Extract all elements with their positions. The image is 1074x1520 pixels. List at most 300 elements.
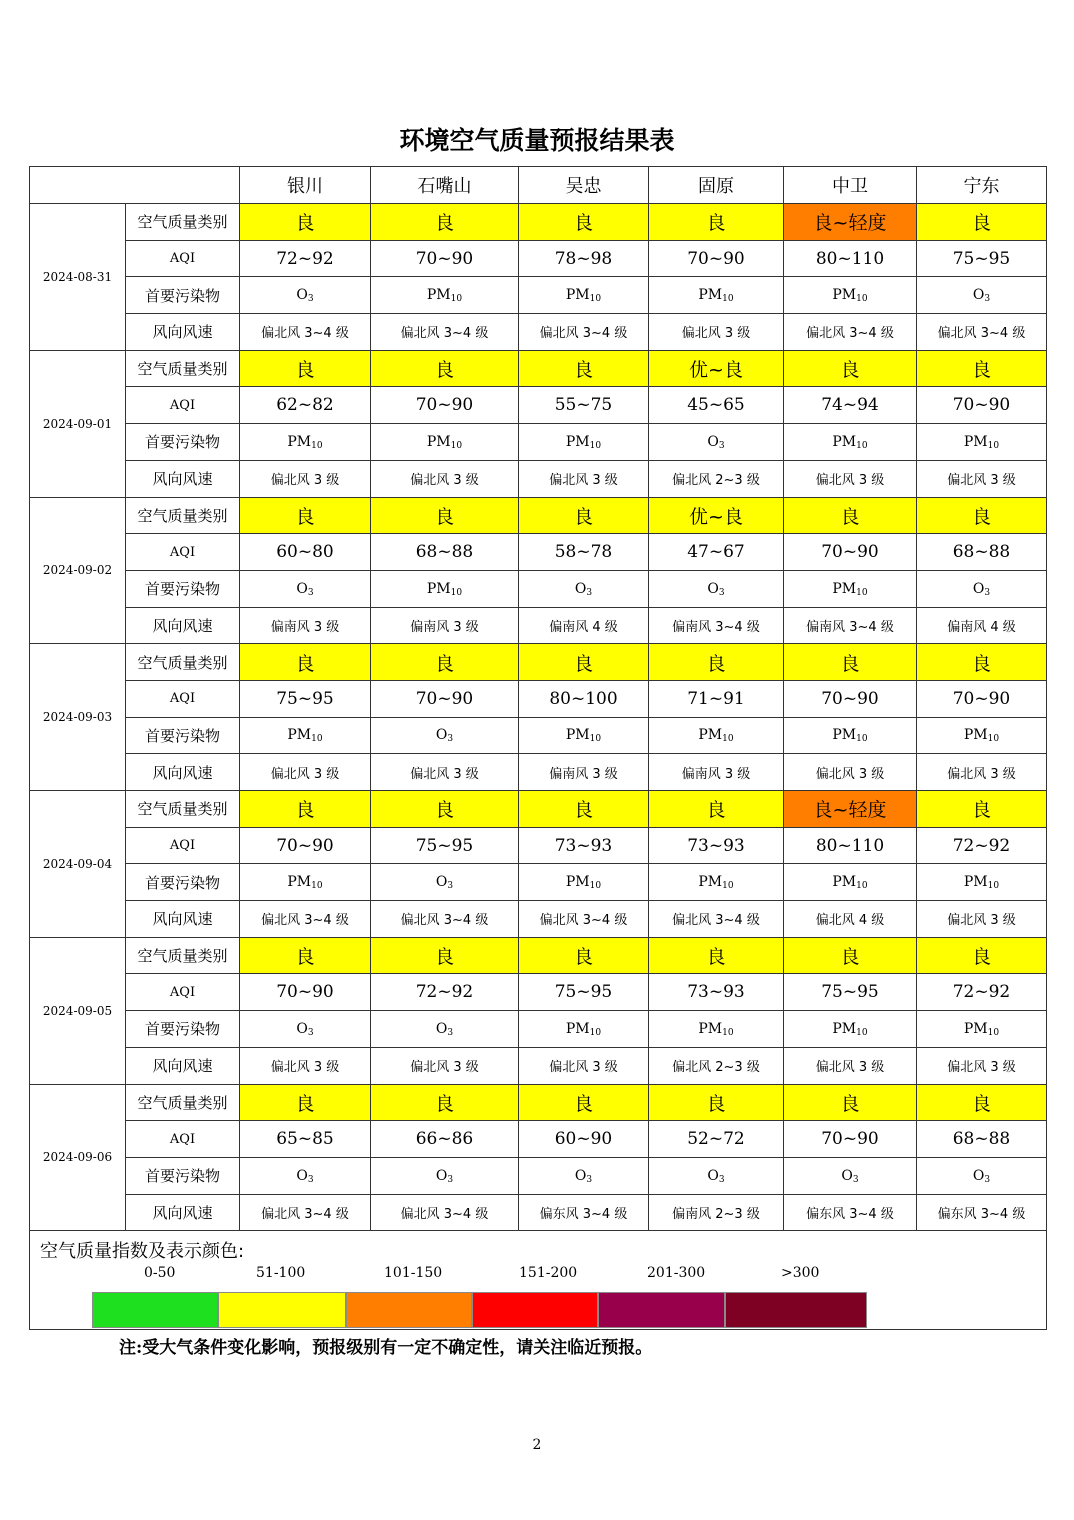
legend-swatch — [218, 1292, 346, 1328]
pollutant-name: O — [296, 580, 308, 597]
legend-range-label: 201-300 — [647, 1265, 706, 1282]
pollutant-subscript: 3 — [447, 1027, 454, 1038]
wind-row — [30, 754, 1047, 791]
header-corner-cell — [30, 167, 240, 204]
legend-swatch — [472, 1292, 598, 1328]
wind-cell: 偏北风 3~4 级 — [240, 314, 371, 351]
pollutant-subscript: 3 — [718, 440, 725, 451]
aqi-cell: 58~78 — [519, 534, 649, 571]
wind-cell: 偏南风 2~3 级 — [649, 1194, 784, 1231]
wind-cell: 偏北风 3 级 — [240, 460, 371, 497]
category-row — [30, 644, 1047, 681]
wind-cell: 偏北风 4 级 — [784, 901, 917, 938]
pollutant-subscript: 3 — [718, 587, 725, 598]
forecast-table-body — [30, 167, 1047, 1231]
pollutant-subscript: 10 — [722, 1027, 734, 1038]
category-row — [30, 937, 1047, 974]
aqi-cell: 70~90 — [240, 974, 371, 1011]
legend-range-label: 151-200 — [519, 1265, 578, 1282]
wind-cell: 偏北风 3~4 级 — [371, 1194, 519, 1231]
pollutant-subscript: 10 — [987, 734, 1000, 745]
city-header-cell: 固原 — [649, 167, 784, 204]
pollutant-subscript: 10 — [722, 294, 734, 305]
row-label-aqi: AQI — [126, 827, 240, 864]
pollutant-subscript: 10 — [722, 734, 734, 745]
category-cell: 良 — [784, 497, 917, 534]
pollutant-name: O — [707, 1167, 719, 1184]
row-label-wind: 风向风速 — [126, 1194, 240, 1231]
pollutant-subscript: 10 — [987, 1027, 1000, 1038]
pollutant-name: PM — [287, 433, 312, 450]
pollutant-name: PM — [698, 287, 723, 304]
pollutant-name: PM — [832, 874, 857, 891]
aqi-cell: 71~91 — [649, 680, 784, 717]
aqi-cell: 78~98 — [519, 240, 649, 277]
category-cell: 良 — [917, 1084, 1047, 1121]
wind-cell: 偏北风 3~4 级 — [917, 314, 1047, 351]
pollutant-cell — [371, 864, 519, 901]
pollutant-row — [30, 277, 1047, 314]
pollutant-name: O — [435, 727, 448, 744]
pollutant-subscript: 3 — [307, 587, 314, 598]
wind-cell: 偏北风 3 级 — [784, 1047, 917, 1084]
pollutant-subscript: 10 — [856, 881, 868, 892]
wind-cell: 偏北风 3 级 — [240, 1047, 371, 1084]
row-label-pollutant: 首要污染物 — [126, 1157, 240, 1194]
pollutant-subscript: 10 — [856, 1027, 868, 1038]
wind-cell: 偏北风 3 级 — [917, 1047, 1047, 1084]
wind-row — [30, 901, 1047, 938]
aqi-cell: 68~88 — [917, 1121, 1047, 1158]
aqi-cell: 70~90 — [371, 680, 519, 717]
pollutant-name: PM — [963, 1020, 988, 1037]
aqi-cell: 75~95 — [519, 974, 649, 1011]
wind-cell: 偏北风 3~4 级 — [519, 314, 649, 351]
pollutant-name: PM — [698, 874, 723, 891]
category-cell: 良 — [371, 204, 519, 241]
category-cell: 良 — [519, 497, 649, 534]
pollutant-subscript: 10 — [856, 734, 868, 745]
pollutant-name: O — [435, 1167, 448, 1184]
row-label-category: 空气质量类别 — [126, 497, 240, 534]
pollutant-name: O — [296, 1167, 308, 1184]
pollutant-cell — [519, 570, 649, 607]
pollutant-subscript: 3 — [307, 1174, 314, 1185]
aqi-cell: 45~65 — [649, 387, 784, 424]
pollutant-cell — [784, 424, 917, 461]
row-label-pollutant: 首要污染物 — [126, 277, 240, 314]
pollutant-subscript: 10 — [722, 881, 734, 892]
category-cell: 良 — [240, 204, 371, 241]
category-cell: 良 — [649, 204, 784, 241]
pollutant-name: PM — [426, 433, 451, 450]
pollutant-row — [30, 717, 1047, 754]
aqi-cell: 80~100 — [519, 680, 649, 717]
pollutant-cell — [784, 1011, 917, 1048]
wind-cell: 偏南风 4 级 — [519, 607, 649, 644]
pollutant-name: PM — [287, 727, 312, 744]
aqi-row — [30, 1121, 1047, 1158]
pollutant-subscript: 10 — [856, 440, 868, 451]
aqi-cell: 75~95 — [240, 680, 371, 717]
wind-cell: 偏北风 3 级 — [917, 901, 1047, 938]
wind-cell: 偏北风 3 级 — [371, 754, 519, 791]
row-label-wind: 风向风速 — [126, 607, 240, 644]
category-cell: 良 — [649, 1084, 784, 1121]
pollutant-name: PM — [963, 727, 988, 744]
pollutant-subscript: 10 — [589, 294, 602, 305]
legend-title: 空气质量指数及表示颜色: — [40, 1241, 245, 1263]
legend-row — [30, 1231, 1047, 1330]
pollutant-subscript: 3 — [447, 1174, 454, 1185]
aqi-cell: 70~90 — [240, 827, 371, 864]
wind-cell: 偏北风 3~4 级 — [519, 901, 649, 938]
pollutant-name: PM — [963, 874, 988, 891]
category-cell: 优~良 — [649, 350, 784, 387]
wind-cell: 偏北风 3 级 — [240, 754, 371, 791]
wind-cell: 偏南风 3~4 级 — [784, 607, 917, 644]
pollutant-subscript: 3 — [586, 587, 593, 598]
pollutant-name: O — [296, 287, 308, 304]
aqi-cell: 75~95 — [784, 974, 917, 1011]
row-label-category: 空气质量类别 — [126, 644, 240, 681]
row-label-wind: 风向风速 — [126, 460, 240, 497]
category-row — [30, 497, 1047, 534]
wind-cell: 偏北风 3 级 — [784, 460, 917, 497]
category-cell: 良 — [371, 791, 519, 828]
pollutant-cell — [917, 717, 1047, 754]
category-cell: 良 — [649, 937, 784, 974]
category-cell: 良 — [649, 791, 784, 828]
legend-range-label: 51-100 — [256, 1265, 306, 1282]
pollutant-subscript: 3 — [718, 1174, 725, 1185]
aqi-cell: 70~90 — [371, 387, 519, 424]
wind-row — [30, 1047, 1047, 1084]
category-cell: 良 — [917, 350, 1047, 387]
pollutant-subscript: 10 — [589, 1027, 602, 1038]
aqi-cell: 73~93 — [519, 827, 649, 864]
wind-cell: 偏东风 3~4 级 — [784, 1194, 917, 1231]
row-label-pollutant: 首要污染物 — [126, 717, 240, 754]
aqi-cell: 73~93 — [649, 827, 784, 864]
aqi-cell: 70~90 — [917, 680, 1047, 717]
pollutant-subscript: 10 — [856, 294, 868, 305]
page-title: 环境空气质量预报结果表 — [399, 126, 675, 155]
category-cell: 良 — [917, 937, 1047, 974]
pollutant-cell — [519, 1011, 649, 1048]
aqi-cell: 60~90 — [519, 1121, 649, 1158]
pollutant-cell — [519, 1157, 649, 1194]
wind-cell: 偏南风 3 级 — [240, 607, 371, 644]
pollutant-subscript: 3 — [852, 1174, 859, 1185]
aqi-cell: 73~93 — [649, 974, 784, 1011]
category-cell: 良 — [784, 644, 917, 681]
row-label-category: 空气质量类别 — [126, 350, 240, 387]
city-header-cell: 中卫 — [784, 167, 917, 204]
aqi-cell: 72~92 — [240, 240, 371, 277]
wind-cell: 偏北风 3 级 — [371, 1047, 519, 1084]
pollutant-name: O — [435, 874, 448, 891]
city-header-cell: 吴忠 — [519, 167, 649, 204]
wind-cell: 偏北风 2~3 级 — [649, 460, 784, 497]
pollutant-name: PM — [832, 727, 857, 744]
page-number: 2 — [532, 1437, 542, 1453]
legend-range-label: 101-150 — [384, 1265, 443, 1282]
pollutant-cell — [240, 424, 371, 461]
pollutant-cell — [649, 424, 784, 461]
aqi-cell: 75~95 — [917, 240, 1047, 277]
wind-cell: 偏南风 3 级 — [371, 607, 519, 644]
pollutant-cell — [240, 1157, 371, 1194]
legend-range-label: 0-50 — [144, 1265, 176, 1282]
wind-cell: 偏北风 3~4 级 — [240, 901, 371, 938]
city-header-cell: 银川 — [240, 167, 371, 204]
row-label-category: 空气质量类别 — [126, 791, 240, 828]
pollutant-cell — [240, 864, 371, 901]
wind-cell: 偏北风 3 级 — [519, 1047, 649, 1084]
row-label-pollutant: 首要污染物 — [126, 424, 240, 461]
wind-cell: 偏北风 3~4 级 — [371, 901, 519, 938]
pollutant-name: PM — [565, 287, 590, 304]
forecast-date: 2024-08-31 — [30, 204, 126, 351]
pollutant-subscript: 3 — [984, 294, 991, 305]
pollutant-subscript: 10 — [450, 440, 463, 451]
pollutant-subscript: 10 — [589, 881, 602, 892]
pollutant-cell — [917, 570, 1047, 607]
pollutant-cell — [917, 424, 1047, 461]
pollutant-row — [30, 864, 1047, 901]
category-cell: 良~轻度 — [784, 204, 917, 241]
pollutant-subscript: 10 — [311, 734, 323, 745]
wind-row — [30, 460, 1047, 497]
pollutant-subscript: 10 — [987, 881, 1000, 892]
wind-cell: 偏南风 3~4 级 — [649, 607, 784, 644]
pollutant-cell — [784, 717, 917, 754]
pollutant-cell — [784, 277, 917, 314]
wind-cell: 偏北风 2~3 级 — [649, 1047, 784, 1084]
category-cell: 良 — [371, 1084, 519, 1121]
category-cell: 良 — [240, 937, 371, 974]
pollutant-cell — [371, 570, 519, 607]
pollutant-name: PM — [698, 1020, 723, 1037]
category-row — [30, 791, 1047, 828]
forecast-date: 2024-09-01 — [30, 350, 126, 497]
pollutant-cell — [240, 717, 371, 754]
pollutant-cell — [240, 277, 371, 314]
category-cell: 优~良 — [649, 497, 784, 534]
pollutant-row — [30, 1011, 1047, 1048]
pollutant-subscript: 10 — [311, 440, 323, 451]
pollutant-subscript: 10 — [450, 587, 463, 598]
pollutant-name: PM — [287, 874, 312, 891]
pollutant-name: O — [972, 580, 985, 597]
wind-cell: 偏北风 3~4 级 — [240, 1194, 371, 1231]
aqi-cell: 70~90 — [649, 240, 784, 277]
pollutant-name: PM — [832, 287, 857, 304]
aqi-row — [30, 680, 1047, 717]
wind-cell: 偏南风 3 级 — [649, 754, 784, 791]
aqi-cell: 66~86 — [371, 1121, 519, 1158]
pollutant-cell — [784, 864, 917, 901]
legend-swatch — [346, 1292, 472, 1328]
pollutant-name: O — [435, 1020, 448, 1037]
row-label-wind: 风向风速 — [126, 754, 240, 791]
pollutant-cell — [240, 570, 371, 607]
row-label-wind: 风向风速 — [126, 1047, 240, 1084]
aqi-cell: 70~90 — [917, 387, 1047, 424]
aqi-cell: 47~67 — [649, 534, 784, 571]
pollutant-subscript: 3 — [984, 1174, 991, 1185]
wind-cell: 偏北风 3 级 — [784, 754, 917, 791]
pollutant-cell — [917, 1157, 1047, 1194]
category-cell: 良 — [240, 644, 371, 681]
pollutant-row — [30, 1157, 1047, 1194]
pollutant-subscript: 3 — [447, 881, 454, 892]
category-cell: 良 — [371, 937, 519, 974]
wind-row — [30, 1194, 1047, 1231]
wind-cell: 偏北风 3 级 — [917, 754, 1047, 791]
category-cell: 良 — [371, 644, 519, 681]
category-cell: 良 — [240, 791, 371, 828]
forecast-note: 注:受大气条件变化影响，预报级别有一定不确定性，请关注临近预报。 — [119, 1338, 653, 1358]
pollutant-name: PM — [426, 287, 451, 304]
pollutant-row — [30, 424, 1047, 461]
row-label-aqi: AQI — [126, 240, 240, 277]
pollutant-name: PM — [565, 727, 590, 744]
aqi-cell: 70~90 — [371, 240, 519, 277]
pollutant-cell — [649, 1011, 784, 1048]
pollutant-subscript: 10 — [987, 440, 1000, 451]
aqi-row — [30, 974, 1047, 1011]
forecast-date: 2024-09-06 — [30, 1084, 126, 1231]
aqi-cell: 80~110 — [784, 827, 917, 864]
aqi-cell: 60~80 — [240, 534, 371, 571]
wind-cell: 偏北风 3~4 级 — [784, 314, 917, 351]
wind-cell: 偏北风 3 级 — [519, 460, 649, 497]
row-label-aqi: AQI — [126, 974, 240, 1011]
category-cell: 良 — [784, 350, 917, 387]
row-label-wind: 风向风速 — [126, 314, 240, 351]
wind-cell: 偏东风 3~4 级 — [917, 1194, 1047, 1231]
pollutant-cell — [649, 277, 784, 314]
legend-swatch — [92, 1292, 218, 1328]
wind-cell: 偏南风 4 级 — [917, 607, 1047, 644]
aqi-row — [30, 387, 1047, 424]
forecast-date: 2024-09-03 — [30, 644, 126, 791]
legend-swatch — [725, 1292, 867, 1328]
pollutant-row — [30, 570, 1047, 607]
aqi-cell: 74~94 — [784, 387, 917, 424]
pollutant-name: O — [841, 1167, 853, 1184]
pollutant-name: O — [972, 1167, 985, 1184]
wind-cell: 偏北风 3~4 级 — [649, 901, 784, 938]
wind-row — [30, 607, 1047, 644]
category-cell: 良 — [784, 1084, 917, 1121]
aqi-cell: 72~92 — [371, 974, 519, 1011]
category-row — [30, 204, 1047, 241]
category-cell: 良 — [917, 791, 1047, 828]
wind-cell: 偏东风 3~4 级 — [519, 1194, 649, 1231]
aqi-cell: 70~90 — [784, 534, 917, 571]
category-row — [30, 1084, 1047, 1121]
city-header-cell: 宁东 — [917, 167, 1047, 204]
aqi-cell: 80~110 — [784, 240, 917, 277]
pollutant-cell — [917, 1011, 1047, 1048]
pollutant-cell — [371, 1011, 519, 1048]
aqi-row — [30, 240, 1047, 277]
pollutant-cell — [784, 1157, 917, 1194]
category-cell: 良 — [784, 937, 917, 974]
row-label-wind: 风向风速 — [126, 901, 240, 938]
category-cell: 良 — [649, 644, 784, 681]
aqi-cell: 72~92 — [917, 974, 1047, 1011]
pollutant-subscript: 3 — [984, 587, 991, 598]
pollutant-cell — [519, 717, 649, 754]
aqi-row — [30, 827, 1047, 864]
wind-cell: 偏北风 3 级 — [917, 460, 1047, 497]
pollutant-subscript: 10 — [589, 734, 602, 745]
row-label-category: 空气质量类别 — [126, 1084, 240, 1121]
pollutant-name: O — [707, 580, 719, 597]
pollutant-subscript: 3 — [307, 294, 314, 305]
aqi-cell: 70~90 — [784, 1121, 917, 1158]
pollutant-subscript: 10 — [311, 881, 323, 892]
category-row — [30, 350, 1047, 387]
row-label-aqi: AQI — [126, 680, 240, 717]
category-cell: 良 — [917, 644, 1047, 681]
pollutant-name: O — [972, 287, 985, 304]
category-cell: 良 — [240, 1084, 371, 1121]
pollutant-cell — [519, 864, 649, 901]
aqi-cell: 62~82 — [240, 387, 371, 424]
aqi-cell: 52~72 — [649, 1121, 784, 1158]
row-label-aqi: AQI — [126, 387, 240, 424]
category-cell: 良 — [519, 1084, 649, 1121]
forecast-date: 2024-09-05 — [30, 937, 126, 1084]
pollutant-cell — [371, 424, 519, 461]
pollutant-name: PM — [565, 1020, 590, 1037]
category-cell: 良 — [519, 791, 649, 828]
row-label-category: 空气质量类别 — [126, 937, 240, 974]
category-cell: 良 — [240, 350, 371, 387]
wind-cell: 偏北风 3 级 — [649, 314, 784, 351]
pollutant-name: PM — [565, 433, 590, 450]
legend-range-label: >300 — [781, 1265, 820, 1282]
city-header-cell: 石嘴山 — [371, 167, 519, 204]
city-header-row — [30, 167, 1047, 204]
pollutant-cell — [917, 864, 1047, 901]
aqi-cell: 68~88 — [371, 534, 519, 571]
category-cell: 良 — [371, 350, 519, 387]
aqi-cell: 55~75 — [519, 387, 649, 424]
pollutant-subscript: 3 — [307, 1027, 314, 1038]
pollutant-subscript: 3 — [586, 1174, 593, 1185]
pollutant-subscript: 10 — [450, 294, 463, 305]
aqi-color-legend — [30, 1231, 1047, 1330]
forecast-date: 2024-09-04 — [30, 791, 126, 938]
pollutant-name: PM — [565, 874, 590, 891]
pollutant-name: PM — [698, 727, 723, 744]
category-cell: 良 — [917, 204, 1047, 241]
pollutant-name: O — [574, 580, 587, 597]
pollutant-cell — [649, 717, 784, 754]
row-label-category: 空气质量类别 — [126, 204, 240, 241]
pollutant-subscript: 10 — [856, 587, 868, 598]
category-cell: 良 — [519, 937, 649, 974]
aqi-row — [30, 534, 1047, 571]
wind-row — [30, 314, 1047, 351]
pollutant-cell — [649, 1157, 784, 1194]
